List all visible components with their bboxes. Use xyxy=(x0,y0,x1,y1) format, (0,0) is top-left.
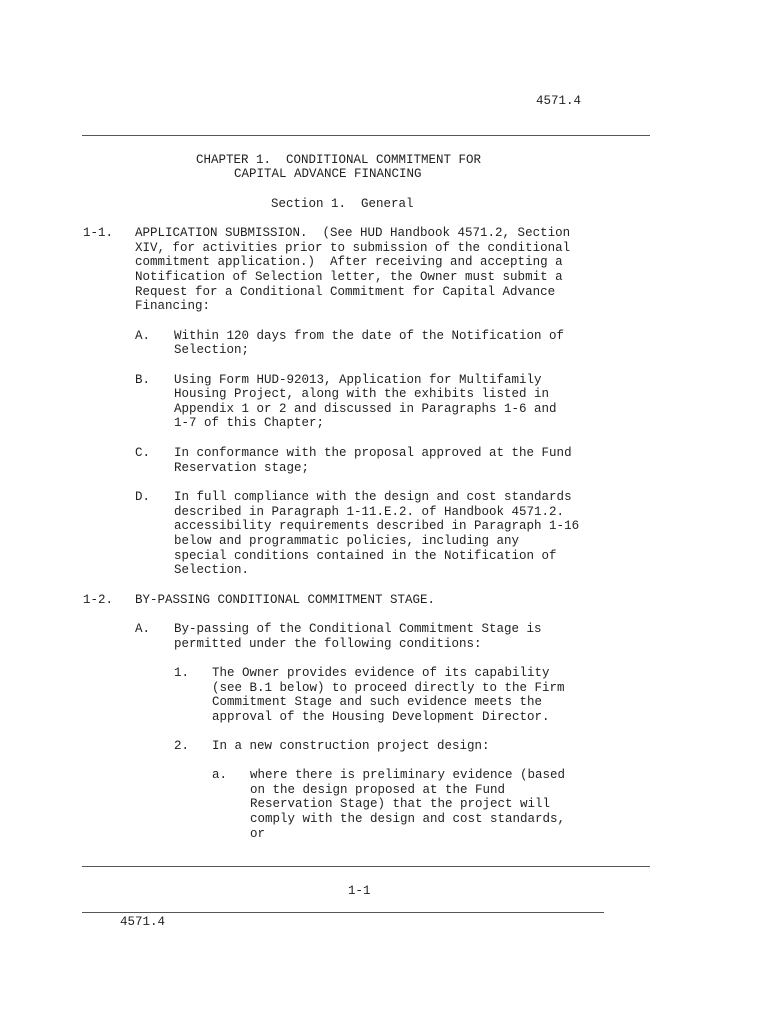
next-page-header-rule xyxy=(82,912,604,913)
item-letter-b: B. xyxy=(135,373,151,387)
subsubitem-a-line: comply with the design and cost standards, xyxy=(250,812,566,826)
item-d-line: Selection. xyxy=(174,563,250,577)
paragraph-1-1-line: Notification of Selection letter, the Owner must submit a xyxy=(135,270,563,284)
paragraph-1-1-line: Request for a Conditional Commitment for Capital Advance xyxy=(135,285,556,299)
footer-doc-number: 4571.4 xyxy=(120,915,166,929)
subitem-number-2: 2. xyxy=(174,739,190,753)
subitem-number-1: 1. xyxy=(174,666,190,680)
paragraph-1-2-title: BY-PASSING CONDITIONAL COMMITMENT STAGE. xyxy=(135,593,436,607)
item-a-line: Selection; xyxy=(174,343,250,357)
footer-page-number: 1-1 xyxy=(348,884,371,898)
paragraph-1-1-line: XIV, for activities prior to submission of the conditional xyxy=(135,241,571,255)
subitem-2-line: In a new construction project design: xyxy=(212,739,490,753)
item-1-2-letter-a: A. xyxy=(135,622,151,636)
item-d-line: accessibility requirements described in Paragraph 1-16 xyxy=(174,519,580,533)
item-c-line: Reservation stage; xyxy=(174,461,310,475)
item-1-2-a-line: By-passing of the Conditional Commitment Stage is xyxy=(174,622,542,636)
item-b-line: Using Form HUD-92013, Application for Multifamily xyxy=(174,373,542,387)
item-letter-c: C. xyxy=(135,446,151,460)
header-doc-number: 4571.4 xyxy=(536,94,582,108)
item-b-line: 1-7 of this Chapter; xyxy=(174,416,325,430)
item-b-line: Housing Project, along with the exhibits listed in xyxy=(174,387,550,401)
paragraph-1-1-line: APPLICATION SUBMISSION. (See HUD Handbook 4571.2, Section xyxy=(135,226,571,240)
item-b-line: Appendix 1 or 2 and discussed in Paragraphs 1-6 and xyxy=(174,402,557,416)
chapter-title-line2: CAPITAL ADVANCE FINANCING xyxy=(234,167,422,181)
header-rule xyxy=(82,135,650,136)
paragraph-1-1-line: commitment application.) After receiving and accepting a xyxy=(135,255,563,269)
paragraph-1-1-line: Financing: xyxy=(135,299,211,313)
item-d-line: special conditions contained in the Notification of xyxy=(174,549,557,563)
item-d-line: below and programmatic policies, including any xyxy=(174,534,520,548)
subitem-1-line: approval of the Housing Development Director. xyxy=(212,710,550,724)
item-d-line: In full compliance with the design and cost standards xyxy=(174,490,572,504)
subitem-1-line: (see B.1 below) to proceed directly to the Firm xyxy=(212,681,565,695)
subsubitem-a-line: where there is preliminary evidence (based xyxy=(250,768,566,782)
item-letter-d: D. xyxy=(135,490,151,504)
item-c-line: In conformance with the proposal approved at the Fund xyxy=(174,446,572,460)
chapter-title-line1: CHAPTER 1. CONDITIONAL COMMITMENT FOR xyxy=(196,153,482,167)
item-a-line: Within 120 days from the date of the Notification of xyxy=(174,329,565,343)
item-letter-a: A. xyxy=(135,329,151,343)
subsubitem-a-line: or xyxy=(250,827,266,841)
subsubitem-a-line: on the design proposed at the Fund xyxy=(250,783,506,797)
subsubitem-a-line: Reservation Stage) that the project will xyxy=(250,797,551,811)
paragraph-number-1-2: 1-2. xyxy=(83,593,114,607)
footer-rule xyxy=(82,866,650,867)
section-heading: Section 1. General xyxy=(271,197,414,211)
subsubitem-letter-a: a. xyxy=(212,768,228,782)
paragraph-number-1-1: 1-1. xyxy=(83,226,114,240)
subitem-1-line: Commitment Stage and such evidence meets the xyxy=(212,695,543,709)
subitem-1-line: The Owner provides evidence of its capability xyxy=(212,666,550,680)
item-d-line: described in Paragraph 1-11.E.2. of Handbook 4571.2. xyxy=(174,505,565,519)
item-1-2-a-line: permitted under the following conditions: xyxy=(174,637,482,651)
